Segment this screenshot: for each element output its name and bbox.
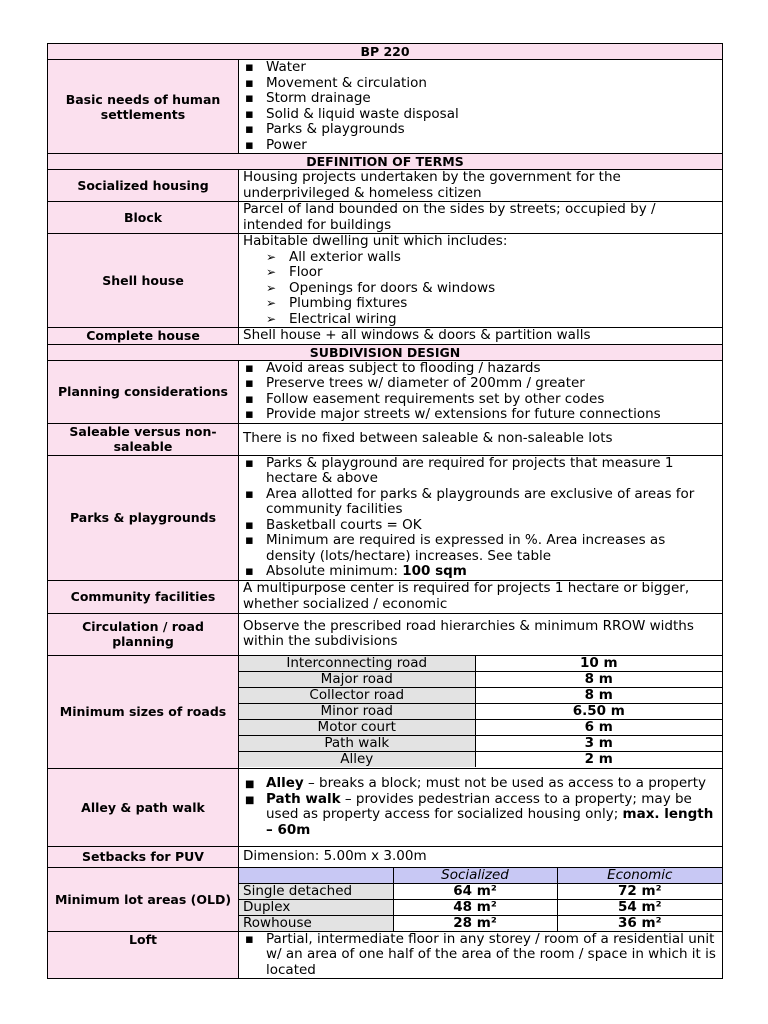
label-roads: Minimum sizes of roads	[48, 655, 239, 768]
road-name: Interconnecting road	[239, 656, 475, 672]
label-lot-areas: Minimum lot areas (OLD)	[48, 867, 239, 931]
list-item: ▪ Partial, intermediate floor in any storey / room of a residential unit w/ an area of one half of the area of the room / space in which it is located	[243, 932, 718, 979]
row-parks	[48, 455, 723, 580]
text-circulation: Observe the prescribed road hierarchies & minimum RROW widths within the subdivisions	[239, 613, 723, 655]
path-walk-text: – provides pedestrian access to a property; may be used as property access for socialized housing only;	[266, 790, 692, 822]
road-width: 6 m	[475, 720, 722, 736]
text-socialized-housing: Housing projects undertaken by the government for the underprivileged & homeless citizen	[239, 170, 723, 202]
loft-list	[243, 932, 718, 979]
row-planning	[48, 360, 723, 423]
path-walk-max-length: max. length – 60m	[266, 806, 714, 838]
table-row	[239, 704, 722, 720]
list-item: ▪ Storm drainage	[243, 91, 718, 107]
shell-house-cell	[239, 234, 723, 328]
loft-cell	[239, 931, 723, 979]
table-row	[239, 672, 722, 688]
row-community	[48, 580, 723, 613]
row-socialized-housing	[48, 170, 723, 202]
road-name: Alley	[239, 752, 475, 768]
label-planning: Planning considerations	[48, 360, 239, 423]
road-width: 8 m	[475, 688, 722, 704]
label-basic-needs: Basic needs of human settlements	[48, 60, 239, 154]
road-name: Minor road	[239, 704, 475, 720]
roads-table	[239, 656, 722, 767]
row-block	[48, 202, 723, 234]
label-setbacks: Setbacks for PUV	[48, 846, 239, 867]
label-socialized-housing: Socialized housing	[48, 170, 239, 202]
text-community: A multipurpose center is required for projects 1 hectare or bigger, whether socialized / economic	[239, 580, 723, 613]
roads-cell	[239, 655, 723, 768]
list-item: ➢ All exterior walls	[266, 250, 718, 266]
lot-type: Single detached	[239, 883, 393, 899]
parks-minimum-value: 100 sqm	[402, 563, 467, 579]
list-item: ▪ Power	[243, 138, 718, 154]
lot-areas-table	[239, 868, 722, 931]
row-complete-house	[48, 328, 723, 345]
planning-cell	[239, 360, 723, 423]
section-header-definitions: DEFINITION OF TERMS	[48, 154, 723, 170]
bp220-table	[47, 43, 723, 979]
list-item: ▪ Parks & playgrounds	[243, 122, 718, 138]
label-parks: Parks & playgrounds	[48, 455, 239, 580]
road-width: 10 m	[475, 656, 722, 672]
list-item: ▪ Preserve trees w/ diameter of 200mm / greater	[243, 376, 718, 392]
text-setbacks: Dimension: 5.00m x 3.00m	[239, 846, 723, 867]
list-item: ▪ Area allotted for parks & playgrounds are exclusive of areas for community facilities	[243, 487, 718, 518]
basic-needs-cell	[239, 60, 723, 154]
table-row	[239, 656, 722, 672]
row-basic-needs	[48, 60, 723, 154]
list-item: ➢ Electrical wiring	[266, 312, 718, 328]
lot-type: Rowhouse	[239, 915, 393, 931]
parks-list	[243, 456, 718, 580]
shell-house-intro: Habitable dwelling unit which includes:	[243, 233, 508, 249]
list-item: ▪ Provide major streets w/ extensions for future connections	[243, 407, 718, 423]
label-loft: Loft	[48, 931, 239, 979]
lot-header-economic: Economic	[557, 868, 722, 884]
path-walk-term: Path walk	[266, 790, 341, 807]
road-width: 2 m	[475, 752, 722, 768]
list-item: ▪ Follow easement requirements set by other codes	[243, 392, 718, 408]
table-row	[239, 883, 722, 899]
list-item	[243, 792, 718, 839]
section-header-subdivision: SUBDIVISION DESIGN	[48, 344, 723, 360]
list-item: ▪ Movement & circulation	[243, 76, 718, 92]
table-row	[239, 752, 722, 768]
list-item: ➢ Floor	[266, 265, 718, 281]
label-community: Community facilities	[48, 580, 239, 613]
lot-header-blank	[239, 868, 393, 884]
alley-text: – breaks a block; must not be used as access to a property	[303, 775, 706, 791]
row-lot-areas	[48, 867, 723, 931]
table-title: BP 220	[48, 44, 723, 60]
row-circulation	[48, 613, 723, 655]
table-row	[239, 915, 722, 931]
label-shell-house: Shell house	[48, 234, 239, 328]
alley-cell	[239, 768, 723, 846]
lot-socialized-area: 64 m²	[393, 883, 557, 899]
shell-house-list	[243, 250, 718, 328]
list-item: ➢ Plumbing fixtures	[266, 296, 718, 312]
text-complete-house: Shell house + all windows & doors & partition walls	[239, 328, 723, 345]
alley-term: Alley	[266, 775, 304, 791]
label-alley: Alley & path walk	[48, 768, 239, 846]
row-shell-house	[48, 234, 723, 328]
road-width: 6.50 m	[475, 704, 722, 720]
list-item	[243, 564, 718, 580]
label-saleable: Saleable versus non-saleable	[48, 423, 239, 455]
label-complete-house: Complete house	[48, 328, 239, 345]
list-item: ➢ Openings for doors & windows	[266, 281, 718, 297]
road-width: 8 m	[475, 672, 722, 688]
table-header-row	[239, 868, 722, 884]
lot-socialized-area: 48 m²	[393, 899, 557, 915]
road-name: Path walk	[239, 736, 475, 752]
lot-type: Duplex	[239, 899, 393, 915]
row-setbacks	[48, 846, 723, 867]
label-block: Block	[48, 202, 239, 234]
text-saleable: There is no fixed between saleable & non-saleable lots	[239, 423, 723, 455]
row-roads	[48, 655, 723, 768]
lot-socialized-area: 28 m²	[393, 915, 557, 931]
lot-economic-area: 72 m²	[557, 883, 722, 899]
table-row	[239, 736, 722, 752]
road-name: Motor court	[239, 720, 475, 736]
text-block: Parcel of land bounded on the sides by streets; occupied by / intended for buildings	[239, 202, 723, 234]
table-row	[239, 688, 722, 704]
alley-list	[243, 776, 718, 838]
row-alley	[48, 768, 723, 846]
list-item	[243, 776, 718, 792]
list-item: ▪ Minimum are required is expressed in %. Area increases as density (lots/hectare) increases. See table	[243, 533, 718, 564]
table-row	[239, 720, 722, 736]
road-width: 3 m	[475, 736, 722, 752]
parks-minimum-prefix: Absolute minimum:	[266, 563, 403, 579]
road-name: Collector road	[239, 688, 475, 704]
planning-list	[243, 361, 718, 423]
row-saleable	[48, 423, 723, 455]
basic-needs-list	[243, 60, 718, 153]
list-item: ▪ Parks & playground are required for projects that measure 1 hectare & above	[243, 456, 718, 487]
list-item: ▪ Basketball courts = OK	[243, 518, 718, 534]
road-name: Major road	[239, 672, 475, 688]
lot-economic-area: 36 m²	[557, 915, 722, 931]
row-loft	[48, 931, 723, 979]
table-row	[239, 899, 722, 915]
lot-economic-area: 54 m²	[557, 899, 722, 915]
list-item: ▪ Avoid areas subject to flooding / hazards	[243, 361, 718, 377]
lot-header-socialized: Socialized	[393, 868, 557, 884]
lot-areas-cell	[239, 867, 723, 931]
label-circulation: Circulation / road planning	[48, 613, 239, 655]
list-item: ▪ Water	[243, 60, 718, 76]
list-item: ▪ Solid & liquid waste disposal	[243, 107, 718, 123]
parks-cell	[239, 455, 723, 580]
